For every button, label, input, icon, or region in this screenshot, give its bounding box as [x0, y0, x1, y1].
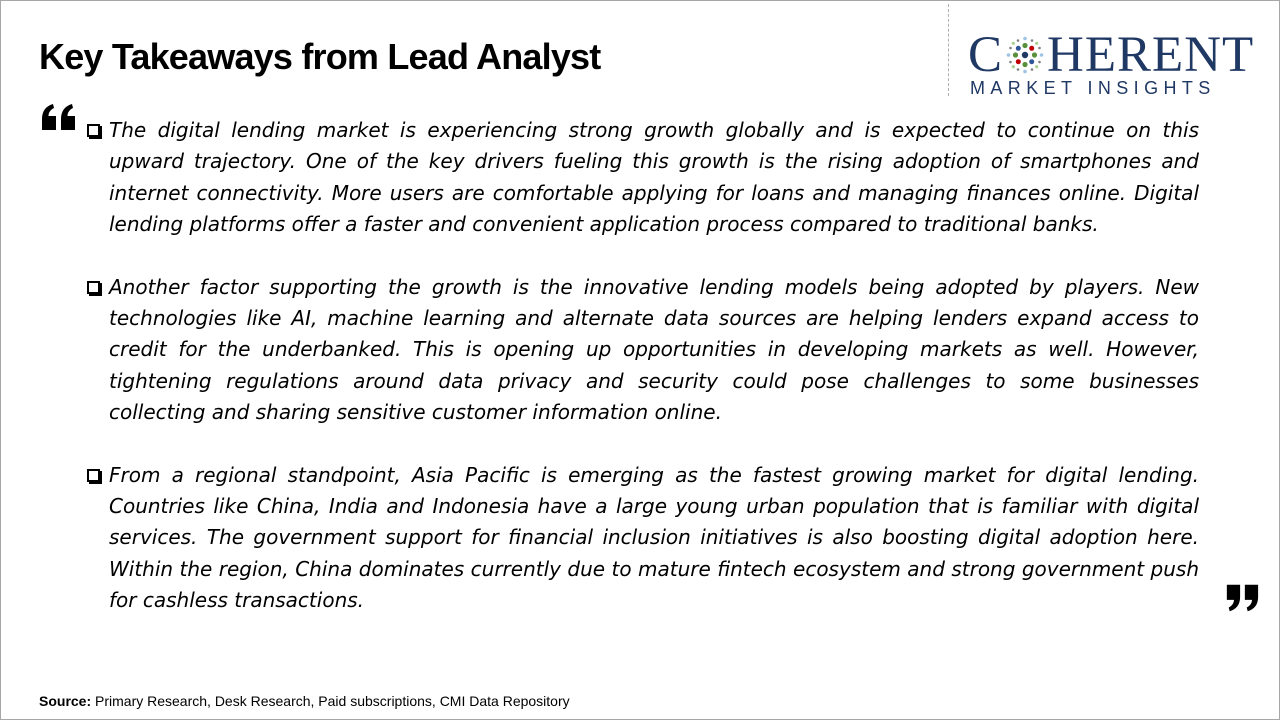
checkbox-icon: [87, 124, 100, 137]
logo-subtitle: MARKET INSIGHTS: [970, 78, 1216, 98]
takeaways-list: [86, 115, 1199, 648]
close-quote-icon: [1224, 580, 1260, 616]
source-label: Source:: [39, 693, 92, 709]
logo-divider: [948, 4, 949, 96]
source-text: Primary Research, Desk Research, Paid subscriptions, CMI Data Repository: [91, 693, 570, 709]
checkbox-icon: [87, 281, 100, 294]
page-title: Key Takeaways from Lead Analyst: [39, 36, 601, 77]
logo-globe-icon: [1005, 35, 1045, 75]
open-quote-icon: [40, 100, 78, 138]
takeaway-text: The digital lending market is experiencing strong growth globally and is expected to continue on this upward trajectory. One of the key drivers fueling this growth is the rising adoption of smartphones and internet connectivity. More users are comfortable applying for loans and managing finances online. Digital lending platforms offer a faster and convenient application process compared to traditional banks.: [109, 118, 1199, 237]
logo-wordmark: [968, 28, 1254, 82]
company-logo: [968, 28, 1268, 102]
logo-letter-c: C: [968, 27, 1004, 83]
list-item: [86, 272, 1199, 429]
list-item: [86, 115, 1199, 241]
list-item: [86, 460, 1199, 617]
takeaway-text: Another factor supporting the growth is the innovative lending models being adopted by players. New technologies like AI, machine learning and alternate data sources are helping lenders expand access to credit for the underbanked. This is opening up opportunities in developing markets as well. However, tightening regulations around data privacy and security could pose challenges to some businesses collecting and sharing sensitive customer information online.: [109, 274, 1199, 425]
takeaway-text: From a regional standpoint, Asia Pacific is emerging as the fastest growing market for digital lending. Countries like China, India and Indonesia have a large young urban population that is familiar with digital services. The government support for financial inclusion initiatives is also boosting digital adoption here. Within the region, China dominates currently due to mature fintech ecosystem and strong government push for cashless transactions.: [109, 462, 1199, 613]
source-note: [39, 693, 570, 709]
logo-letters-rest: HERENT: [1047, 27, 1255, 83]
checkbox-icon: [87, 469, 100, 482]
